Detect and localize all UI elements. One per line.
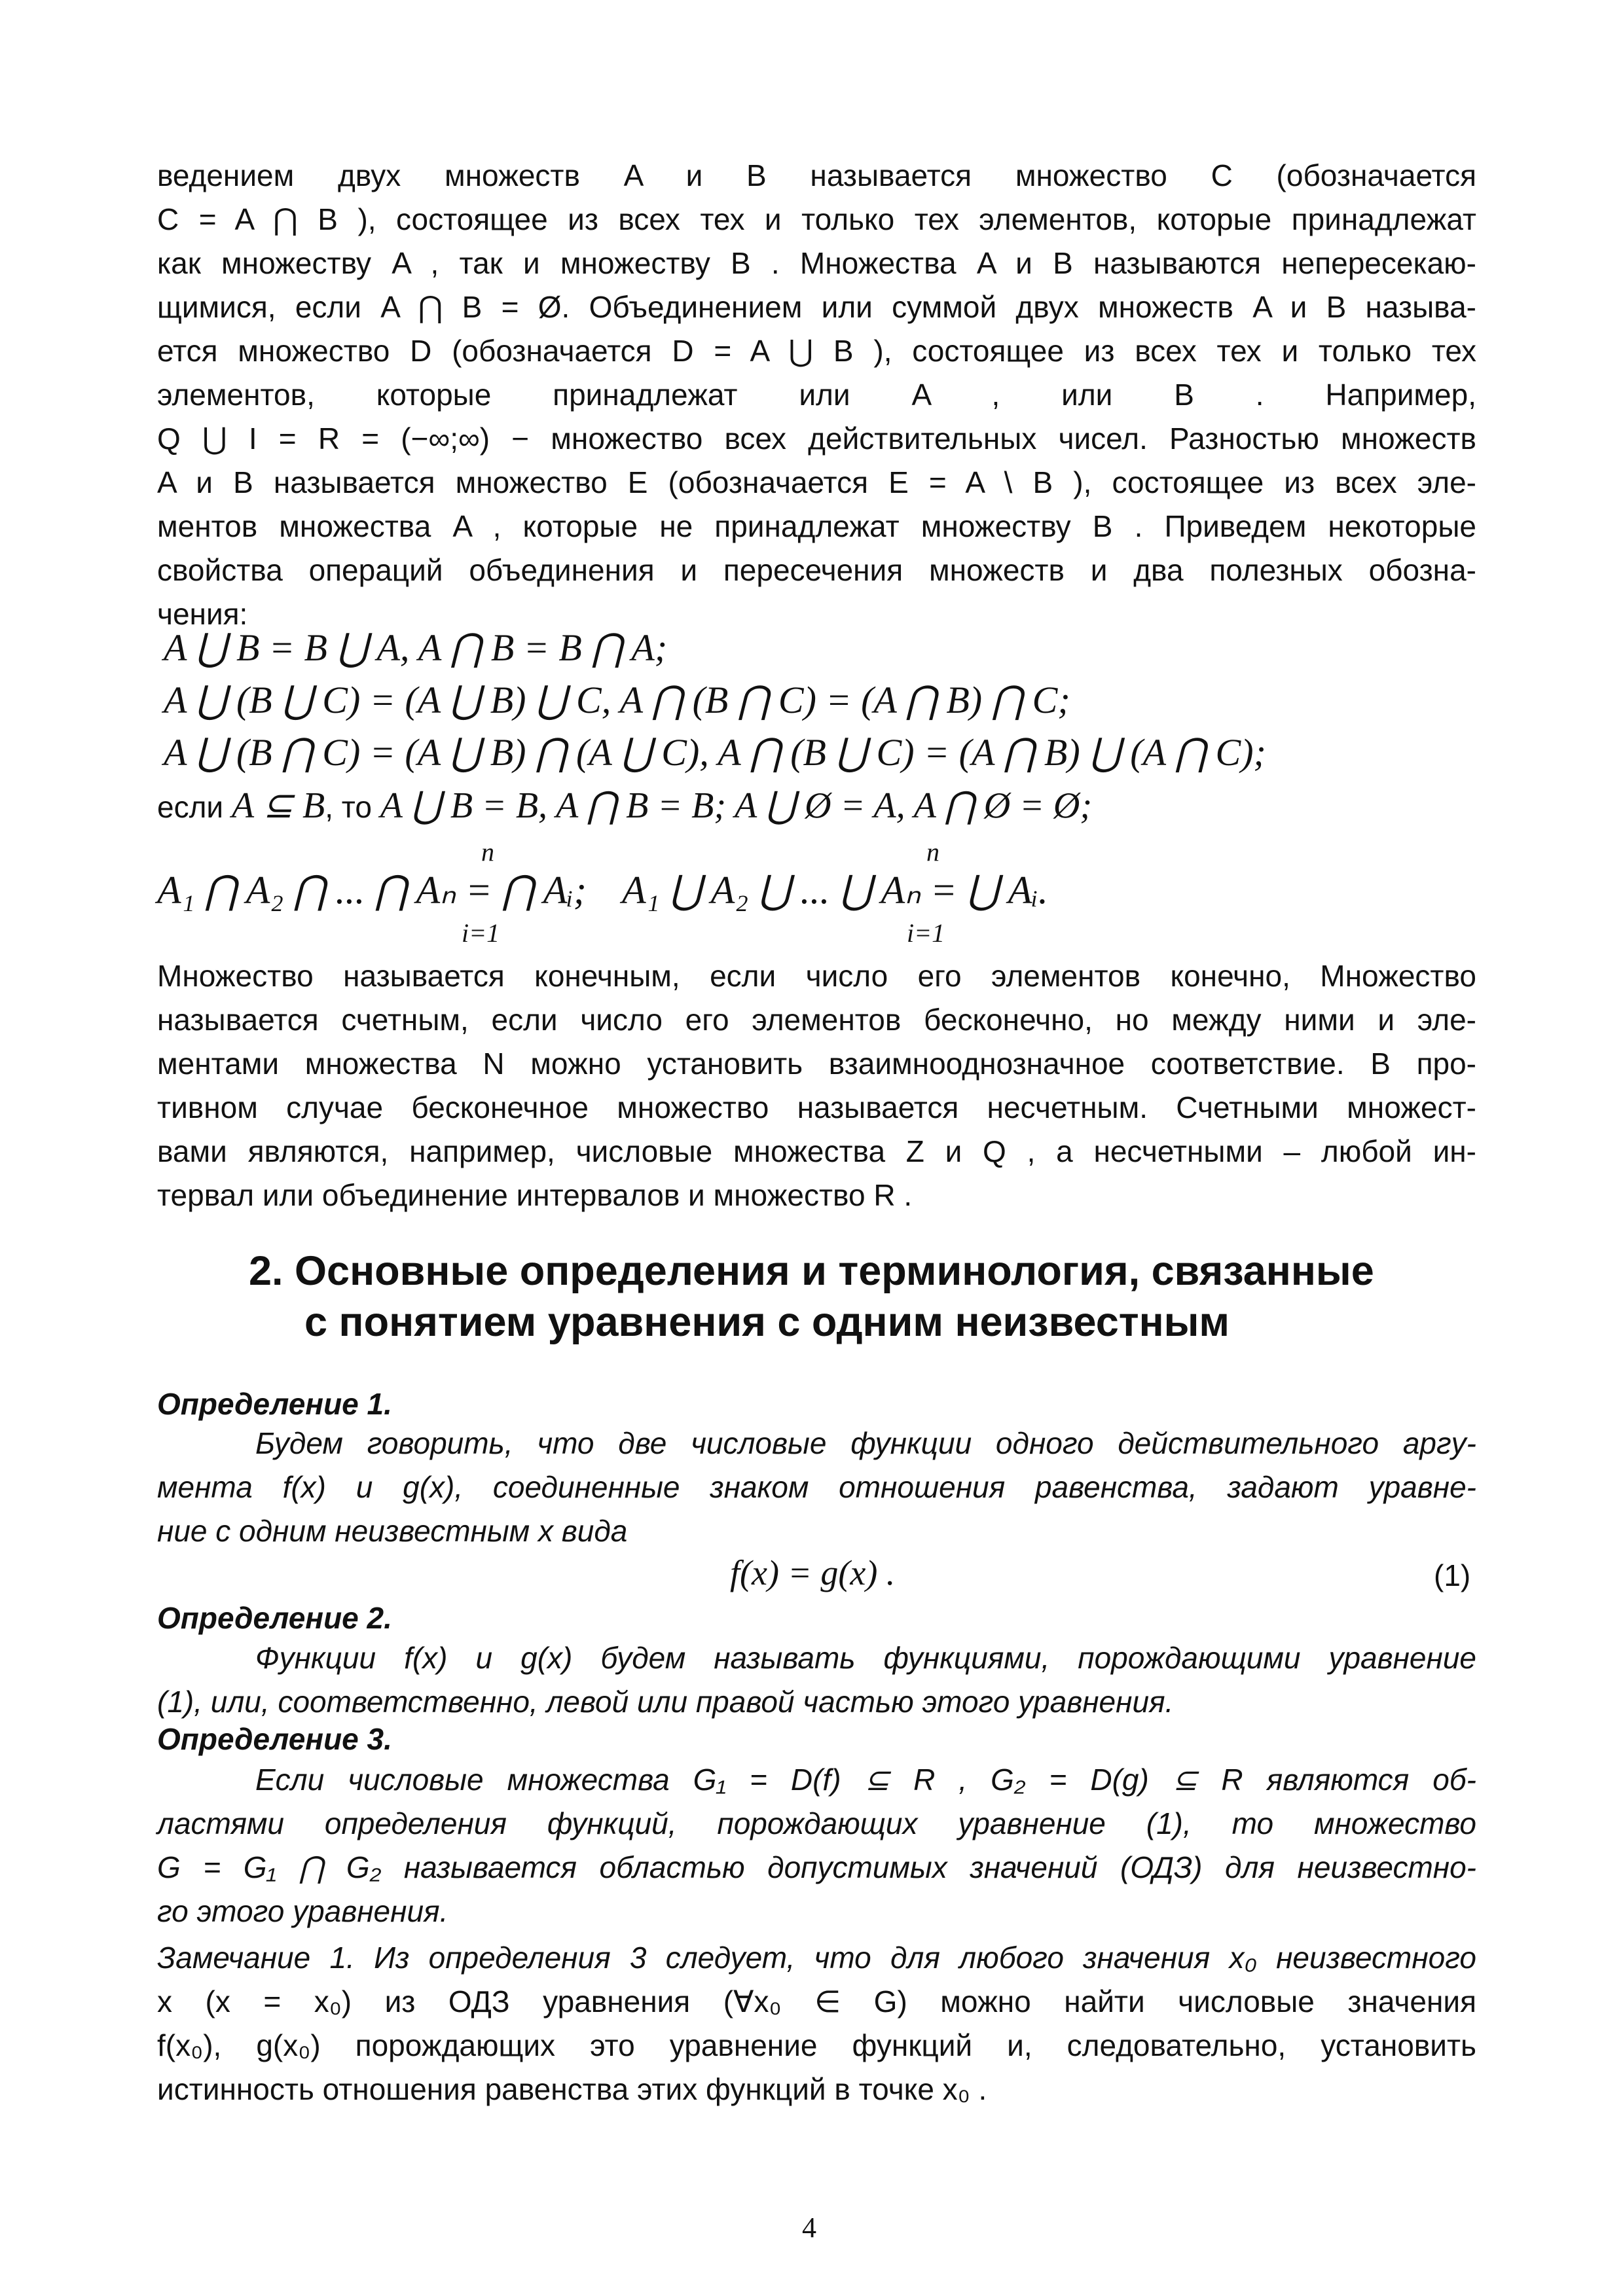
if-mid: , то	[325, 790, 372, 824]
definition-2-line: (1), или, соответственно, левой или правой частью этого уравнения.	[157, 1685, 1174, 1719]
big-cup-upper: n	[926, 837, 939, 867]
formula-distributive: A ⋃ (B ⋂ C) = (A ⋃ B) ⋂ (A ⋃ C), A ⋂ (B ⋃ C) = (A ⋂ B) ⋃ (A ⋂ C);	[164, 731, 1266, 774]
definition-1-line: Будем говорить, что две числовые функции одного действительного аргу-	[255, 1426, 1476, 1460]
remark-paragraph	[157, 1936, 1476, 2111]
definition-3-line: го этого уравнения.	[157, 1894, 448, 1928]
definition-1-line: мента f(x) и g(x), соединенные знаком отношения равенства, задают уравне-	[157, 1470, 1476, 1504]
remark-line: истинность отношения равенства этих функций в точке x₀ .	[157, 2072, 987, 2106]
definition-1-line: ние с одним неизвестным x вида	[157, 1514, 628, 1548]
countable-line: Множество называется конечным, если число его элементов конечно, Множество	[157, 959, 1476, 993]
countable-line: вами являются, например, числовые множества Z и Q , а несчетными – любой ин-	[157, 1134, 1476, 1168]
countable-line: называется счетным, если число его элементов бесконечно, но между ними и эле-	[157, 1003, 1476, 1037]
intro-line: щимися, если A ⋂ B = Ø. Объединением или суммой двух множеств A и B называ-	[157, 290, 1476, 324]
intro-line: ментов множества A , которые не принадлежат множеству B . Приведем некоторые	[157, 509, 1476, 543]
intro-line: C = A ⋂ B ), состоящее из всех тех и только тех элементов, которые принадлежат	[157, 202, 1476, 236]
big-cap-lower: i=1	[462, 918, 500, 948]
equation-1: f(x) = g(x) .	[730, 1553, 896, 1592]
remark-line: x (x = x₀) из ОДЗ уравнения (∀x₀ ∈ G) можно найти числовые значения	[157, 1984, 1476, 2018]
section-heading-line1: 2. Основные определения и терминология, связанные	[249, 1248, 1374, 1294]
intro-line: A и B называется множество E (обозначается E = A \ B ), состоящее из всех эле-	[157, 465, 1476, 499]
big-cap-formula: A₁ ⋂ A₂ ⋂ ... ⋂ Aₙ = ⋂ Aᵢ;	[157, 869, 587, 912]
if-prefix: если	[157, 790, 224, 824]
intro-line: ется множество D (обозначается D = A ⋃ B ), состоящее из всех тех и только тех	[157, 334, 1476, 368]
if-result: A ⋃ B = B, A ⋂ B = B; A ⋃ Ø = A, A ⋂ Ø = Ø;	[380, 785, 1093, 826]
countable-line: тервал или объединение интервалов и множество R .	[157, 1178, 913, 1212]
definition-1-text	[157, 1422, 1476, 1553]
if-line	[157, 784, 1092, 827]
definition-3-text	[157, 1758, 1476, 1933]
big-cap-upper: n	[481, 837, 494, 867]
definition-2-title: Определение 2.	[157, 1601, 392, 1635]
definition-1-title: Определение 1.	[157, 1387, 392, 1421]
intro-paragraph	[157, 154, 1476, 636]
big-cup-lower: i=1	[907, 918, 945, 948]
definition-3-line: ластями определения функций, порождающих уравнение (1), то множество	[157, 1806, 1476, 1840]
section-heading-line2: с понятием уравнения с одним неизвестным	[304, 1299, 1230, 1345]
intro-line: свойства операций объединения и пересечения множеств и два полезных обозна-	[157, 553, 1476, 587]
countable-line: тивном случае бесконечное множество называется несчетным. Счетными множест-	[157, 1090, 1476, 1124]
countable-paragraph	[157, 954, 1476, 1217]
definition-2-text	[157, 1636, 1476, 1724]
section-heading	[249, 1246, 1493, 1348]
page-number: 4	[802, 2212, 816, 2244]
remark-line: f(x₀), g(x₀) порождающих это уравнение функций и, следовательно, установить	[157, 2028, 1476, 2062]
countable-line: ментами множества N можно установить взаимнооднозначное соответствие. В про-	[157, 1047, 1476, 1081]
formula-commutative: A ⋃ B = B ⋃ A, A ⋂ B = B ⋂ A;	[164, 626, 668, 669]
if-condition: A ⊆ B	[231, 785, 325, 826]
intro-line: ведением двух множеств A и B называется множество C (обозначается	[157, 158, 1476, 192]
intro-line: как множеству A , так и множеству B . Множества A и B называются непересекаю-	[157, 246, 1476, 280]
intro-line: чения:	[157, 597, 248, 631]
definition-2-line: Функции f(x) и g(x) будем называть функциями, порождающими уравнение	[255, 1641, 1476, 1675]
intro-line: элементов, которые принадлежат или A , или B . Например,	[157, 378, 1476, 412]
remark-line: Замечание 1. Из определения 3 следует, что для любого значения x₀ неизвестного	[157, 1941, 1476, 1975]
formula-associative: A ⋃ (B ⋃ C) = (A ⋃ B) ⋃ C, A ⋂ (B ⋂ C) = (A ⋂ B) ⋂ C;	[164, 679, 1070, 721]
definition-3-title: Определение 3.	[157, 1722, 392, 1756]
definition-3-line: Если числовые множества G₁ = D(f) ⊆ R , G₂ = D(g) ⊆ R являются об-	[255, 1763, 1476, 1797]
definition-3-line: G = G₁ ⋂ G₂ называется областью допустимых значений (ОДЗ) для неизвестно-	[157, 1850, 1476, 1884]
intro-line: Q ⋃ I = R = (−∞;∞) − множество всех действительных чисел. Разностью множеств	[157, 422, 1476, 456]
big-cup-formula: A₁ ⋃ A₂ ⋃ ... ⋃ Aₙ = ⋃ Aᵢ.	[622, 869, 1048, 912]
equation-1-number: (1)	[1434, 1558, 1471, 1592]
